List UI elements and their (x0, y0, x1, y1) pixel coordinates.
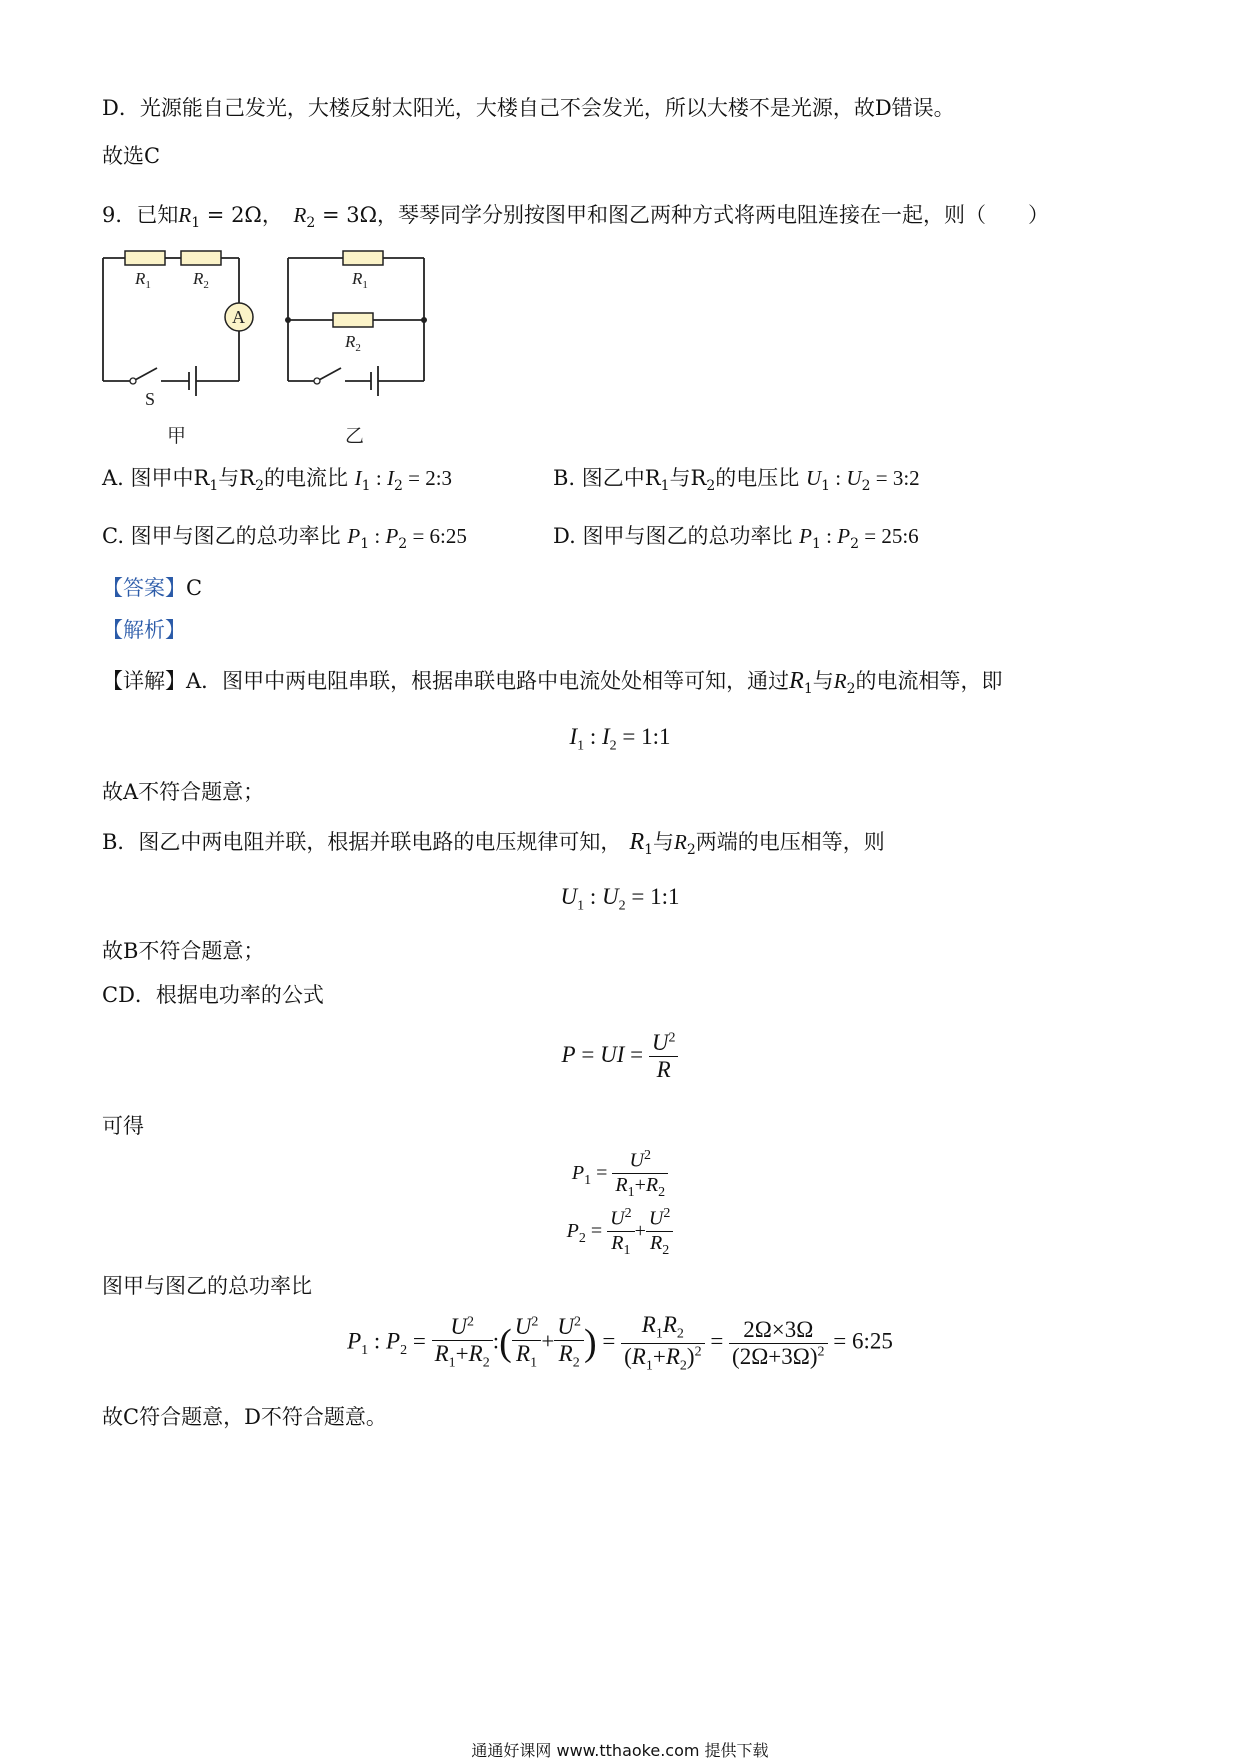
label-r2-jia: $R_2$ (193, 269, 209, 291)
ratio-intro: 图甲与图乙的总功率比 (102, 1274, 312, 1298)
resistor-r2-jia (181, 251, 221, 265)
detail-a: 【详解】A．图甲中两电阻串联，根据串联电路中电流处处相等可知，通过$R_1$与$R_2$的电流相等，即 (102, 668, 1003, 698)
analysis-tag: 【解析】 (102, 618, 186, 642)
resistor-r1-jia (125, 251, 165, 265)
equation-power-ratio: $P_1$ : $P_2$ = $\frac{U^2}{R_1+R_2}$ :( $\frac{U^2}{R_1}$ + $\frac{U^2}{R_2}$ ) = $\frac{R_1R_2}{(R_1+R_2)^2}$ = $\frac{2\Omega\times 3\Omega}{(2\Omega+3\Omega)^2}$ = 6:25 (347, 1312, 893, 1374)
detail-cd: CD．根据电功率的公式 (102, 983, 324, 1007)
diagram-jia-label: 甲 (167, 426, 187, 447)
label-r1-jia: $R_1$ (135, 269, 151, 291)
option-d: D. 图甲与图乙的总功率比 $P_1$ : $P_2$ = 25:6 (553, 524, 919, 553)
equation-p2: $P_2$ = $\frac{U^2}{R_1}$ + $\frac{U^2}{R_2}$ (440, 1206, 800, 1259)
diagram-yi-label: 乙 (345, 426, 365, 447)
label-r2-yi: $R_2$ (345, 332, 361, 354)
page-footer: 通通好课网 www.tthaoke.com 提供下载 (471, 1741, 769, 1760)
circuit-diagrams (95, 240, 455, 455)
resistor-r1-yi (343, 251, 383, 265)
can-get: 可得 (102, 1114, 144, 1138)
answer-line: 【答案】C (102, 576, 203, 600)
prev-option-d: D．光源能自己发光，大楼反射太阳光，大楼自己不会发光，所以大楼不是光源，故D错误。 (102, 96, 955, 120)
option-a: A. 图甲中$R_1$与$R_2$的电流比 $I_1$ : $I_2$ = 2:3 (102, 466, 453, 495)
conclusion-a: 故A不符合题意； (102, 780, 265, 804)
equation-current-ratio: $I_1$ : $I_2$ = 1:1 (569, 724, 671, 754)
detail-b: B．图乙中两电阻并联，根据并联电路的电压规律可知， $R_1$与$R_2$两端的电压相等，则 (102, 829, 885, 859)
label-r1-yi: $R_1$ (352, 269, 368, 291)
equation-voltage-ratio: $U_1$ : $U_2$ = 1:1 (560, 884, 680, 914)
question-9: 9．已知$R_1 = 2\Omega$， $R_2 = 3\Omega$，琴琴同学分别按图甲和图乙两种方式将两电阻连接在一起，则（ ） (102, 203, 1049, 232)
option-c: C. 图甲与图乙的总功率比 $P_1$ : $P_2$ = 6:25 (102, 524, 467, 553)
equation-power-formula: P = UI = $\frac{U^2}{R}$ (440, 1030, 800, 1083)
equation-p1: $P_1$ = $\frac{U^2}{R_1+R_2}$ (440, 1148, 800, 1201)
prev-answer: 故选C (102, 144, 161, 168)
option-b: B. 图乙中$R_1$与$R_2$的电压比 $U_1$ : $U_2$ = 3:2 (553, 466, 920, 495)
conclusion-b: 故B不符合题意； (102, 939, 265, 963)
resistor-r2-yi (333, 313, 373, 327)
ammeter-label: A (232, 307, 245, 327)
switch-label: S (145, 389, 156, 409)
conclusion-cd: 故C符合题意，D不符合题意。 (102, 1405, 387, 1429)
